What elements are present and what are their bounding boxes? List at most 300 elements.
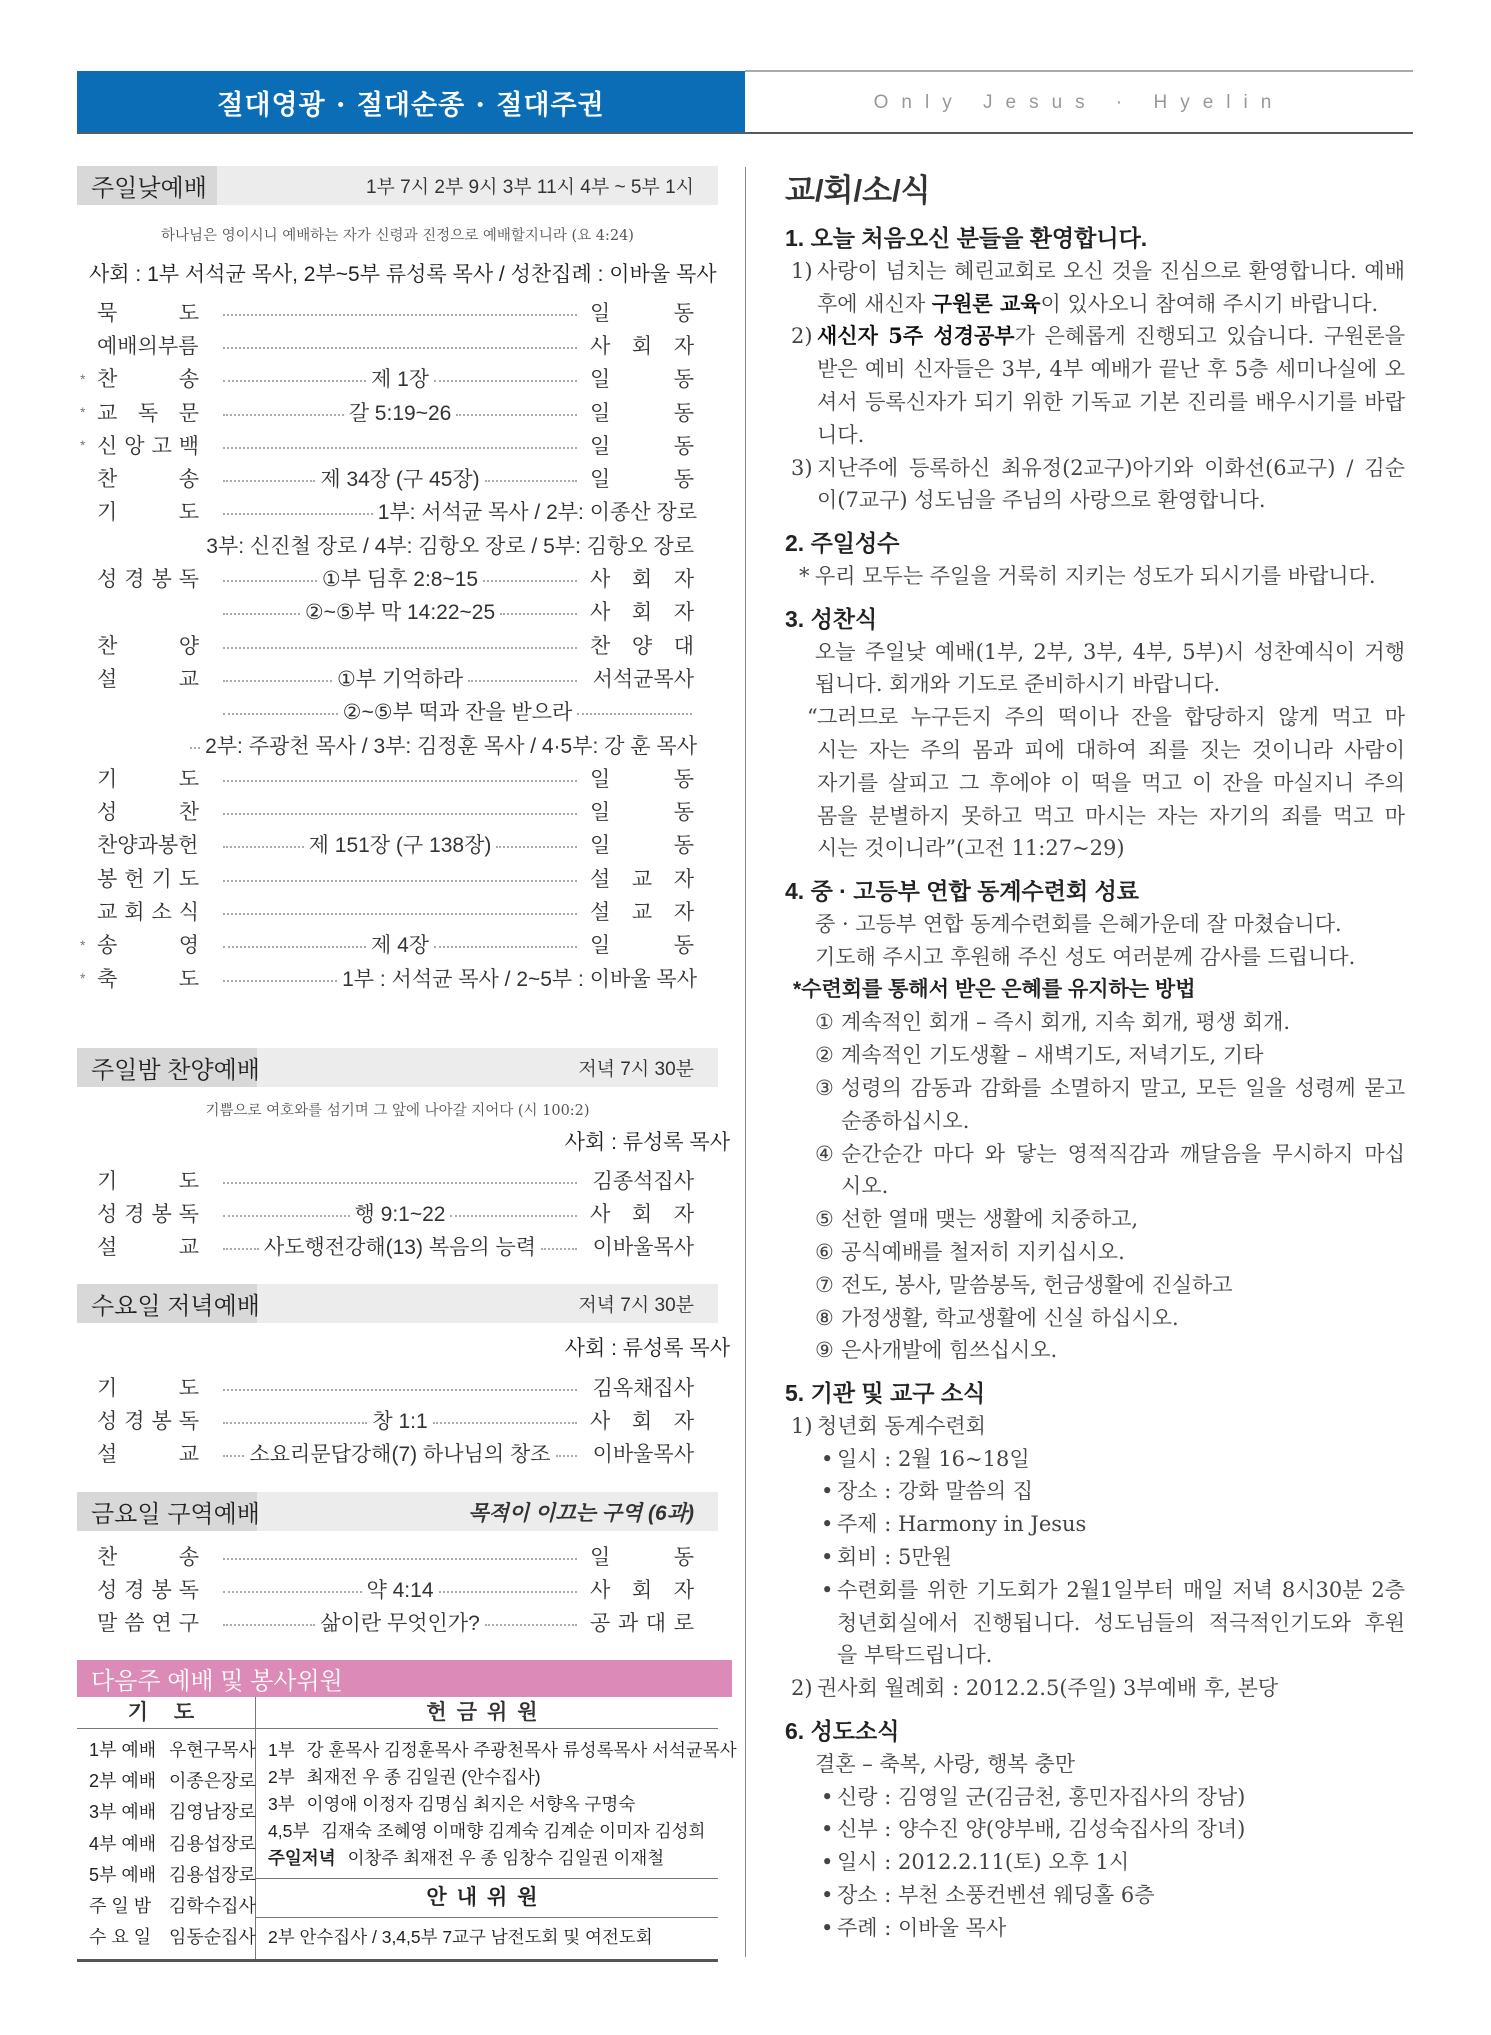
- order-row: [77, 1230, 718, 1263]
- dot-leader: [223, 980, 337, 982]
- order-detail: [218, 1198, 582, 1228]
- news-line: [785, 1105, 1405, 1138]
- order-detail-text: ①부 기억하라: [336, 667, 464, 691]
- text: 주제 : Harmony in Jesus: [837, 1512, 1087, 1537]
- order-leader: 이바울목사: [592, 1443, 694, 1467]
- text: 일시 : 2월 16~18일: [837, 1446, 1030, 1471]
- order-row: [77, 495, 718, 528]
- order-detail: [218, 696, 697, 726]
- dot-leader: [223, 1182, 577, 1184]
- order-leader: 일 동: [590, 767, 694, 791]
- text: 계속적인 기도생활 – 새벽기도, 저녁기도, 기타: [841, 1043, 1264, 1068]
- order-detail: [218, 963, 697, 993]
- list-marker: •: [821, 1446, 834, 1471]
- news-heading: 6. 성도소식: [785, 1718, 900, 1745]
- order-label: 찬 송: [97, 1545, 199, 1569]
- order-detail: [218, 344, 582, 346]
- news-line: [785, 1475, 1405, 1508]
- dot-leader: [223, 1455, 244, 1457]
- news-line: [785, 1672, 1405, 1705]
- section-title: 주일낮예배: [77, 166, 217, 205]
- dot-leader: [223, 647, 577, 649]
- text: *수련회를 통해서 받은 은혜를 유지하는 방법: [793, 977, 1196, 1001]
- order-leader: 설 교 자: [590, 900, 694, 924]
- order-row: [77, 695, 718, 728]
- offering-row: [256, 1818, 718, 1845]
- order-detail: [218, 929, 582, 959]
- text: 장소 : 강화 말씀의 집: [837, 1479, 1034, 1504]
- news-line: [785, 1879, 1405, 1912]
- text: 을 부탁드립니다.: [837, 1643, 993, 1668]
- section-title: 수요일 저녁예배: [77, 1284, 257, 1323]
- wednesday-host: 사회 : 류성록 목사: [564, 1337, 730, 1360]
- required-standing-mark: *: [80, 969, 86, 986]
- cell-group-lesson: 목적이 이끄는 구역 (6과): [468, 1501, 694, 1525]
- offering-group: 2부: [268, 1767, 295, 1787]
- news-heading: 1. 오늘 처음오신 분들을 환영합니다.: [785, 225, 1148, 251]
- order-detail-text: 제 151장 (구 138장): [308, 834, 492, 858]
- text: 순간순간 마다 와 닿는 영적직감과 깨달음을 무시하지 마십: [841, 1141, 1405, 1166]
- order-detail-text: 제 34장 (구 45장): [320, 468, 480, 492]
- sunday-night-verse: 기쁨으로 여호와를 섬기며 그 앞에 나아갈 지어다 (시 100:2): [205, 1103, 590, 1119]
- order-leader: 찬 양 대: [590, 634, 694, 658]
- sunday-verse: 하나님은 영이시니 예배하는 자가 신령과 진정으로 예배할지니라 (요 4:24): [161, 228, 634, 244]
- news-line: [785, 1138, 1405, 1171]
- dot-leader: [223, 613, 300, 615]
- order-leader: 공 과 대 로: [590, 1612, 694, 1636]
- news-line: [785, 320, 1405, 353]
- dot-leader: [223, 780, 577, 782]
- offering-column: [256, 1697, 737, 1959]
- order-row: [77, 661, 718, 694]
- text: 신부 : 양수진 양(양부배, 김성숙집사의 장녀): [837, 1817, 1246, 1842]
- offering-group: 주일저녁: [268, 1848, 336, 1868]
- order-detail: [218, 810, 582, 812]
- prayer-row: [77, 1829, 255, 1860]
- order-leader: 서석균목사: [592, 667, 694, 691]
- news-line: [785, 1039, 1405, 1072]
- service-name: 3부 예배: [89, 1802, 157, 1823]
- text: 몸을 분별하지 못하고 먹고 마시는 자는 자기의 죄를 먹고 마: [817, 803, 1405, 828]
- news-line: [785, 1813, 1405, 1846]
- service-times: 1부 7시 2부 9시 3부 11시 4부 ~ 5부 1시: [365, 177, 694, 198]
- order-detail: [218, 563, 582, 593]
- service-name: 1부 예배: [89, 1740, 157, 1760]
- text: 결혼 – 축복, 사랑, 행복 충만: [815, 1751, 1076, 1776]
- dot-leader: [223, 1422, 367, 1424]
- list-marker: 1): [791, 1413, 813, 1438]
- order-row: [77, 1437, 718, 1470]
- order-label: 설 교: [97, 1443, 199, 1467]
- order-leader: 김종석집사: [592, 1169, 694, 1193]
- news-line: [785, 832, 1405, 865]
- dot-leader: [456, 414, 577, 416]
- offering-names: 김재숙 조혜영 이매향 김계숙 김계순 이미자 김성희: [321, 1821, 706, 1841]
- order-row: [77, 461, 718, 494]
- servants-title: 다음주 예배 및 봉사위원: [77, 1660, 732, 1697]
- news-line: [785, 734, 1405, 767]
- dot-leader: [541, 1248, 577, 1250]
- order-detail: [218, 397, 582, 427]
- news-title: 교/회/소/식: [785, 173, 931, 208]
- order-label: 봉 헌 기 도: [97, 867, 199, 891]
- text: 니다.: [817, 422, 865, 447]
- usher-header: 안내위원: [256, 1878, 718, 1918]
- service-name: 5부 예배: [89, 1864, 157, 1885]
- order-leader: 사 회 자: [590, 601, 694, 625]
- order-label: 성 경 봉 독: [97, 1409, 199, 1433]
- order-leader: 사 회 자: [590, 1202, 694, 1226]
- order-row: [77, 961, 718, 994]
- news-line: [785, 1170, 1405, 1203]
- prayer-row: [77, 1922, 255, 1953]
- order-detail: [218, 877, 582, 879]
- order-detail-text: 제 1장: [370, 368, 430, 392]
- order-detail: [218, 1438, 582, 1468]
- dot-leader: [556, 1455, 577, 1457]
- wednesday-header: [77, 1284, 718, 1323]
- offering-row: [256, 1845, 718, 1872]
- order-row: [77, 561, 718, 594]
- order-leader: 사 회 자: [590, 568, 694, 592]
- order-label: 축 도: [97, 967, 199, 991]
- order-row: [77, 1539, 718, 1572]
- order-leader: 일 동: [590, 401, 694, 425]
- order-detail: [218, 1179, 582, 1181]
- order-label: 송 영: [97, 934, 199, 958]
- dot-leader: [223, 580, 317, 582]
- order-row: [77, 328, 718, 361]
- order-label: 찬 양: [97, 634, 199, 658]
- order-row: [77, 395, 718, 428]
- order-detail: [218, 1231, 582, 1261]
- text-segment: 이 있사오니 참여해 주시기 바랍니다.: [1040, 291, 1379, 316]
- order-row: [77, 794, 718, 827]
- news-line: [785, 1912, 1405, 1945]
- text: 시는 자는 주의 몸과 피에 대하여 죄를 짓는 것이니라 사람이: [817, 737, 1405, 762]
- text: 가정생활, 학교생활에 신실 하십시오.: [841, 1305, 1179, 1330]
- order-detail-text: ②~⑤부 막 14:22~25: [304, 601, 496, 625]
- order-detail: [218, 1574, 582, 1604]
- order-detail-text: 소요리문답강해(7) 하나님의 창조: [249, 1443, 551, 1467]
- dot-leader: [468, 680, 577, 682]
- text: 이(7교구) 성도님을 주님의 사랑으로 환영합니다.: [817, 488, 1266, 513]
- prayer-leader: 김용섭장로: [169, 1864, 256, 1885]
- text-segment: 새신자 5주 성경공부: [817, 323, 1015, 349]
- news-line: [785, 1302, 1405, 1335]
- dot-leader: [223, 1591, 362, 1593]
- order-detail-text: 갈 5:19~26: [348, 401, 452, 425]
- news-line: [785, 1781, 1405, 1814]
- news-line: [785, 974, 1405, 1007]
- order-label: 예배의부름: [97, 334, 199, 358]
- text: 시는 것이니라”(고전 11:27~29): [817, 836, 1125, 861]
- motto: Only Jesus · Hyelin: [873, 91, 1285, 113]
- order-row: [77, 894, 718, 927]
- dot-leader: [223, 447, 577, 449]
- order-detail-text: 제 4장: [370, 934, 430, 958]
- required-standing-mark: *: [80, 403, 86, 420]
- list-marker: •: [821, 1883, 834, 1908]
- dot-leader: [433, 1422, 577, 1424]
- order-detail-text: 1부: 서석균 목사 / 2부: 이종산 장로: [377, 501, 697, 525]
- order-label: 신 앙 고 백: [97, 434, 199, 458]
- list-marker: •: [821, 1545, 834, 1570]
- offering-row: [256, 1791, 718, 1818]
- order-leader: 일 동: [590, 434, 694, 458]
- dot-leader: [223, 1558, 577, 1560]
- prayer-row: [77, 1766, 255, 1797]
- news-line: [785, 1006, 1405, 1039]
- sunday-service-header: [77, 166, 718, 205]
- order-detail: [218, 444, 582, 446]
- service-times: 저녁 7시 30분: [578, 1295, 694, 1316]
- news-line: [785, 288, 1405, 321]
- news-line: [785, 255, 1405, 288]
- required-standing-mark: *: [80, 370, 86, 387]
- order-detail: [218, 1555, 582, 1557]
- news-line: [785, 668, 1405, 701]
- dot-leader: [223, 946, 366, 948]
- dot-leader: [223, 846, 304, 848]
- order-leader: 사 회 자: [590, 1578, 694, 1602]
- dot-leader: [223, 380, 366, 382]
- prayer-leader: 김영남장로: [169, 1802, 256, 1823]
- dot-leader: [485, 1624, 577, 1626]
- news-line: [785, 1443, 1405, 1476]
- dot-leader: [223, 713, 338, 715]
- news-heading: 5. 기관 및 교구 소식: [785, 1380, 986, 1407]
- dot-leader: [223, 913, 577, 915]
- text: 순종하십시오.: [841, 1108, 970, 1133]
- order-row: [77, 1403, 718, 1436]
- dot-leader: [223, 347, 577, 349]
- news-line: [785, 1072, 1405, 1105]
- news-line: [785, 1203, 1405, 1236]
- header-bottom-rule: [77, 132, 1413, 134]
- list-marker: •: [821, 1915, 834, 1940]
- order-detail-text: 삶이란 무엇인가?: [320, 1612, 480, 1636]
- text: 기도해 주시고 후원해 주신 성도 여러분께 감사를 드립니다.: [815, 944, 1356, 969]
- order-detail: [218, 1386, 582, 1388]
- order-detail: [218, 311, 582, 313]
- order-label: 설 교: [97, 667, 199, 691]
- order-leader: 일 동: [590, 834, 694, 858]
- order-row: [77, 1196, 718, 1229]
- order-row: [77, 595, 718, 628]
- news-heading: 2. 주일성수: [785, 530, 900, 557]
- text: 선한 열매 맺는 생활에 치중하고,: [841, 1207, 1139, 1232]
- order-label: 기 도: [97, 767, 199, 791]
- text: 그러므로 누구든지 주의 떡이나 잔을 합당하지 않게 먹고 마: [817, 705, 1405, 730]
- list-marker: ⑤: [815, 1207, 834, 1232]
- sunday-night-order: [77, 1163, 718, 1263]
- list-marker: •: [821, 1512, 834, 1537]
- news-line: [785, 1846, 1405, 1879]
- wednesday-order: [77, 1370, 718, 1470]
- text: 장소 : 부천 소풍컨벤션 웨딩홀 6층: [837, 1883, 1155, 1908]
- text: 권사회 월례회 : 2012.2.5(주일) 3부예배 후, 본당: [817, 1676, 1279, 1701]
- list-marker: ④: [815, 1141, 834, 1166]
- order-label: 기 도: [97, 501, 199, 525]
- list-marker: 2): [791, 1676, 813, 1701]
- service-times: 저녁 7시 30분: [578, 1059, 694, 1080]
- news-heading: 3. 성찬식: [785, 605, 878, 632]
- news-line: [785, 1236, 1405, 1269]
- order-row: [77, 728, 718, 761]
- list-marker: •: [821, 1479, 834, 1504]
- prayer-leader: 김용섭장로: [169, 1833, 256, 1854]
- news-line: [785, 908, 1405, 941]
- order-leader: 일 동: [590, 468, 694, 492]
- offering-names: 이창주 최재전 우 종 임창수 김일권 이재철: [347, 1848, 665, 1868]
- order-row: [77, 428, 718, 461]
- order-row: [77, 528, 718, 561]
- order-row: [77, 362, 718, 395]
- dot-leader: [223, 414, 344, 416]
- order-detail: [218, 777, 582, 779]
- order-row: [77, 861, 718, 894]
- prayer-header: 기 도: [77, 1697, 255, 1729]
- order-detail: [218, 496, 697, 526]
- order-detail: [205, 730, 697, 760]
- dot-leader: [223, 813, 577, 815]
- order-label: 설 교: [97, 1236, 199, 1260]
- service-name: 수 요 일: [89, 1927, 152, 1948]
- dot-leader: [223, 1248, 259, 1250]
- dot-leader: [439, 1591, 578, 1593]
- sunday-host: 사회 : 1부 서석균 목사, 2부~5부 류성록 목사 / 성찬집례 : 이바울 목사: [89, 263, 717, 286]
- dot-leader: [190, 747, 200, 749]
- order-row: [77, 1606, 718, 1639]
- news-line: [785, 1607, 1405, 1640]
- text: 전도, 봉사, 말씀봉독, 헌금생활에 진실하고: [841, 1272, 1233, 1297]
- news-line: [785, 419, 1405, 452]
- news-line: [785, 1410, 1405, 1443]
- offering-row: [256, 1737, 737, 1764]
- dot-leader: [500, 613, 577, 615]
- news-line: [785, 1574, 1405, 1607]
- text: 신랑 : 김영일 군(김금천, 홍민자집사의 장남): [837, 1784, 1246, 1809]
- order-label: 묵 도: [97, 301, 199, 325]
- text: 일시 : 2012.2.11(토) 오후 1시: [837, 1850, 1130, 1875]
- news-line: [785, 800, 1405, 833]
- friday-order: [77, 1539, 718, 1639]
- order-detail-text: ①부 딤후 2:8~15: [321, 568, 479, 592]
- order-detail: [218, 663, 582, 693]
- prayer-row: [77, 1797, 255, 1828]
- order-detail: [218, 596, 582, 626]
- order-leader: 일 동: [590, 934, 694, 958]
- text: 지난주에 등록하신 최유정(2교구)아기와 이화선(6교구) / 김순: [817, 455, 1405, 480]
- list-marker: 1): [791, 258, 813, 283]
- news-line: [785, 1334, 1405, 1367]
- order-label: 찬 송: [97, 468, 199, 492]
- friday-header: [77, 1492, 718, 1531]
- offering-group: 1부: [268, 1740, 295, 1760]
- dot-leader: [450, 1215, 577, 1217]
- list-marker: “: [807, 705, 818, 730]
- text: 오늘 주일낮 예배(1부, 2부, 3부, 4부, 5부)시 성찬예식이 거행: [815, 639, 1405, 664]
- news-line: [785, 1269, 1405, 1302]
- order-detail: [218, 644, 582, 646]
- news-line: [785, 636, 1405, 669]
- order-label: 성 경 봉 독: [97, 1578, 199, 1602]
- order-label: 성 찬: [97, 801, 199, 825]
- church-news: [785, 170, 1405, 1945]
- text: 성령의 감동과 감화를 소멸하지 말고, 모든 일을 성령께 묻고: [841, 1075, 1405, 1100]
- servants-table: [77, 1697, 737, 1962]
- list-marker: 2): [791, 324, 813, 349]
- text: 회비 : 5만원: [837, 1545, 952, 1570]
- list-marker: ③: [815, 1075, 834, 1100]
- text: 중 · 고등부 연합 동계수련회를 은혜가운데 잘 마쳤습니다.: [815, 911, 1342, 936]
- text: 은사개발에 힘쓰십시오.: [841, 1338, 1058, 1363]
- text-segment: 후에 새신자: [817, 291, 932, 316]
- prayer-column: [77, 1697, 256, 1959]
- order-detail-text: 약 4:14: [366, 1578, 434, 1602]
- order-detail: [218, 829, 582, 859]
- order-detail-text: 2부: 주광천 목사 / 3부: 김정훈 목사 / 4·5부: 강 훈 목사: [205, 734, 697, 758]
- text-segment: 구원론 교육: [931, 290, 1041, 316]
- order-leader: 일 동: [590, 368, 694, 392]
- news-line: [785, 767, 1405, 800]
- order-label: 기 도: [97, 1169, 199, 1193]
- list-marker: •: [821, 1784, 834, 1809]
- service-name: 주 일 밤: [89, 1895, 152, 1916]
- list-marker: ⑧: [815, 1305, 834, 1330]
- section-title: 주일밤 찬양예배: [77, 1048, 257, 1087]
- text: 청년회실에서 진행됩니다. 성도님들의 적극적인기도와 후원: [837, 1610, 1405, 1635]
- list-marker: ⑦: [815, 1272, 834, 1297]
- news-line: [785, 1748, 1405, 1781]
- dot-leader: [223, 314, 577, 316]
- prayer-row: [77, 1735, 255, 1766]
- order-detail: [218, 363, 582, 393]
- dot-leader: [434, 946, 577, 948]
- news-line: [785, 1508, 1405, 1541]
- order-row: [77, 1370, 718, 1403]
- prayer-row: [77, 1860, 255, 1891]
- order-row: [77, 1163, 718, 1196]
- dot-leader: [434, 380, 577, 382]
- news-line: [785, 1541, 1405, 1574]
- order-detail-text: 1부 : 서석균 목사 / 2~5부 : 이바울 목사: [342, 967, 697, 991]
- dot-leader: [223, 1215, 350, 1217]
- order-label: 말 씀 연 구: [97, 1612, 199, 1636]
- order-leader: 일 동: [590, 301, 694, 325]
- order-row: [77, 761, 718, 794]
- news-line: [785, 941, 1405, 974]
- list-marker: 3): [791, 455, 813, 480]
- prayer-row: [77, 1891, 255, 1922]
- offering-names: 이영애 이정자 김명심 최지은 서향옥 구명숙: [306, 1794, 636, 1814]
- order-detail-text: 사도행전강해(13) 복음의 능력: [263, 1236, 537, 1260]
- usher-list: 2부 안수집사 / 3,4,5부 7교구 남전도회 및 여전도회: [268, 1927, 653, 1947]
- prayer-leader: 김학수집사: [169, 1895, 256, 1916]
- offering-group: 3부: [268, 1794, 295, 1814]
- order-detail-text: ②~⑤부 떡과 잔을 받으라: [342, 701, 573, 725]
- sunday-night-host: 사회 : 류성록 목사: [564, 1131, 730, 1154]
- order-label: 찬양과봉헌: [97, 834, 199, 858]
- service-name: 2부 예배: [89, 1771, 157, 1792]
- list-marker: •: [821, 1850, 834, 1875]
- text: 셔서 등록신자가 되기 위한 기독교 기본 진리를 배우시기를 바랍: [817, 389, 1405, 414]
- dot-leader: [485, 480, 577, 482]
- order-detail-text: 창 1:1: [372, 1409, 428, 1433]
- text: 계속적인 회개 – 즉시 회개, 지속 회개, 평생 회개.: [841, 1010, 1291, 1035]
- news-line: [785, 386, 1405, 419]
